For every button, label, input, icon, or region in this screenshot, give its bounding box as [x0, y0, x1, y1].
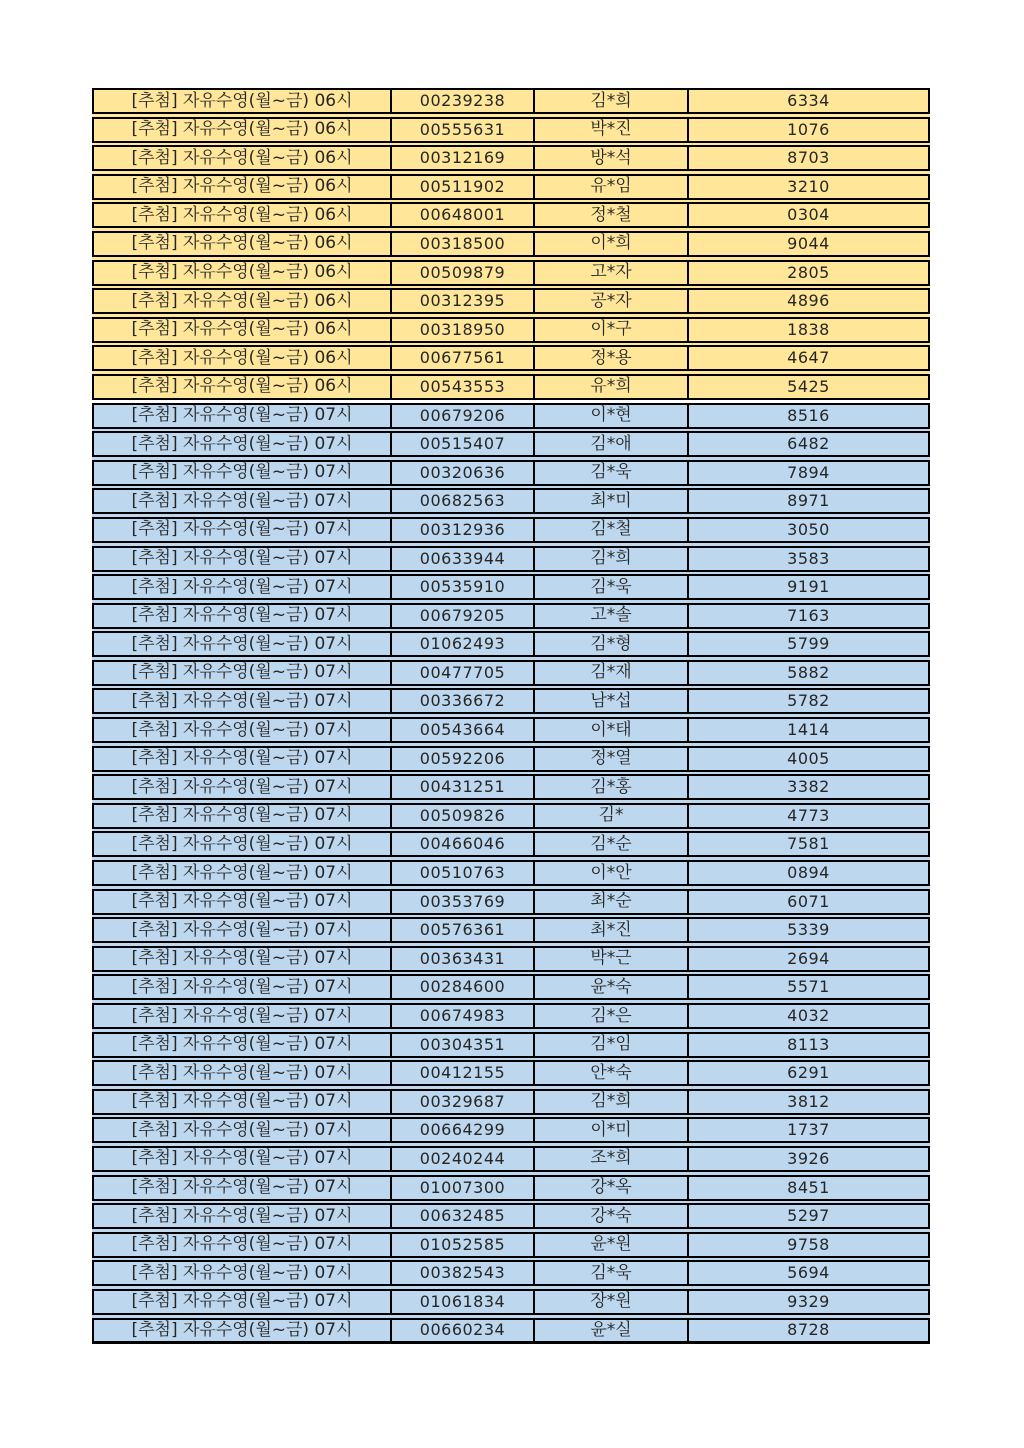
table-row	[92, 202, 930, 228]
number-cell: 4032	[787, 1006, 830, 1025]
member-id-cell: 00240244	[392, 1148, 535, 1170]
number-cell: 5297	[787, 1206, 830, 1226]
name-cell: 이*미	[535, 1119, 689, 1141]
program-cell: [추첨] 자유수영(월~금) 07시	[94, 433, 392, 455]
program-cell: [추첨] 자유수영(월~금) 06시	[94, 376, 392, 398]
number-cell: 4896	[787, 291, 830, 311]
number-cell: 3382	[787, 777, 830, 797]
member-id-cell: 00412155	[392, 1062, 535, 1084]
table-row	[92, 488, 930, 514]
name-cell: 이*희	[535, 233, 689, 255]
program-cell: [추첨] 자유수영(월~금) 07시	[94, 490, 392, 512]
member-id-cell: 00363431	[392, 948, 535, 970]
program-cell: [추첨] 자유수영(월~금) 07시	[94, 1320, 392, 1341]
name-cell: 강*숙	[535, 1205, 689, 1227]
number-cell: 5782	[787, 691, 830, 711]
table-row	[92, 374, 930, 400]
table-row	[92, 517, 930, 543]
member-id-cell: 00576361	[392, 919, 535, 941]
member-id-cell: 00353769	[392, 891, 535, 913]
member-id-cell: 00679205	[392, 605, 535, 627]
table-row	[92, 403, 930, 429]
program-cell: [추첨] 자유수영(월~금) 06시	[94, 290, 392, 312]
member-id-cell: 00509826	[392, 805, 535, 827]
program-cell: [추첨] 자유수영(월~금) 07시	[94, 1262, 392, 1284]
member-id-cell: 00382543	[392, 1262, 535, 1284]
name-cell: 최*미	[535, 490, 689, 512]
name-cell: 김*욱	[535, 462, 689, 484]
program-cell: [추첨] 자유수영(월~금) 07시	[94, 719, 392, 741]
table-row	[92, 117, 930, 143]
table-row	[92, 231, 930, 257]
number-cell: 8451	[787, 1177, 830, 1197]
table-row	[92, 1232, 930, 1258]
table-row	[92, 774, 930, 800]
program-cell: [추첨] 자유수영(월~금) 07시	[94, 519, 392, 541]
program-cell: [추첨] 자유수영(월~금) 07시	[94, 1291, 392, 1313]
program-cell: [추첨] 자유수영(월~금) 07시	[94, 662, 392, 684]
table-row	[92, 317, 930, 343]
program-cell: [추첨] 자유수영(월~금) 07시	[94, 633, 392, 655]
name-cell: 김*희	[535, 548, 689, 570]
name-cell: 김*욱	[535, 576, 689, 598]
member-id-cell: 00632485	[392, 1205, 535, 1227]
program-cell: [추첨] 자유수영(월~금) 07시	[94, 462, 392, 484]
number-cell: 9329	[787, 1291, 830, 1311]
program-cell: [추첨] 자유수영(월~금) 06시	[94, 119, 392, 141]
table-row	[92, 1089, 930, 1115]
program-cell: [추첨] 자유수영(월~금) 07시	[94, 405, 392, 427]
name-cell: 안*숙	[535, 1062, 689, 1084]
program-cell: [추첨] 자유수영(월~금) 07시	[94, 776, 392, 798]
table-row	[92, 345, 930, 371]
lottery-results-table	[92, 88, 930, 1344]
member-id-cell: 00648001	[392, 204, 535, 226]
name-cell: 공*자	[535, 290, 689, 312]
table-row	[92, 546, 930, 572]
number-cell: 3050	[787, 519, 830, 539]
table-row	[92, 660, 930, 686]
program-cell: [추첨] 자유수영(월~금) 07시	[94, 1177, 392, 1199]
number-cell: 4005	[787, 748, 830, 768]
number-cell: 3812	[787, 1091, 830, 1111]
number-cell: 2694	[787, 948, 830, 968]
program-cell: [추첨] 자유수영(월~금) 07시	[94, 919, 392, 941]
name-cell: 이*안	[535, 862, 689, 884]
number-cell: 9191	[787, 577, 830, 597]
table-row	[92, 860, 930, 886]
table-row	[92, 145, 930, 171]
member-id-cell: 00336672	[392, 690, 535, 712]
member-id-cell: 00304351	[392, 1034, 535, 1056]
member-id-cell: 00511902	[392, 176, 535, 198]
number-cell: 3210	[787, 176, 830, 196]
member-id-cell: 00555631	[392, 119, 535, 141]
member-id-cell: 00284600	[392, 976, 535, 998]
program-cell: [추첨] 자유수영(월~금) 06시	[94, 262, 392, 284]
number-cell: 9044	[787, 233, 830, 253]
table-row	[92, 574, 930, 600]
program-cell: [추첨] 자유수영(월~금) 07시	[94, 1005, 392, 1027]
number-cell: 0304	[787, 205, 830, 225]
number-cell: 6291	[787, 1063, 830, 1083]
program-cell: [추첨] 자유수영(월~금) 07시	[94, 1062, 392, 1084]
number-cell: 0894	[787, 863, 830, 883]
member-id-cell: 00592206	[392, 748, 535, 770]
program-cell: [추첨] 자유수영(월~금) 07시	[94, 976, 392, 998]
table-row	[92, 88, 930, 114]
program-cell: [추첨] 자유수영(월~금) 06시	[94, 233, 392, 255]
table-row	[92, 1117, 930, 1143]
name-cell: 유*임	[535, 176, 689, 198]
program-cell: [추첨] 자유수영(월~금) 07시	[94, 862, 392, 884]
name-cell: 김*홍	[535, 776, 689, 798]
member-id-cell: 00239238	[392, 90, 535, 112]
number-cell: 8703	[787, 148, 830, 168]
number-cell: 1076	[787, 119, 830, 139]
program-cell: [추첨] 자유수영(월~금) 07시	[94, 690, 392, 712]
name-cell: 강*옥	[535, 1177, 689, 1199]
name-cell: 김*희	[535, 1091, 689, 1113]
name-cell: 윤*숙	[535, 976, 689, 998]
name-cell: 최*순	[535, 891, 689, 913]
table-section-06si	[92, 88, 930, 400]
program-cell: [추첨] 자유수영(월~금) 07시	[94, 1148, 392, 1170]
name-cell: 조*희	[535, 1148, 689, 1170]
table-row	[92, 631, 930, 657]
program-cell: [추첨] 자유수영(월~금) 06시	[94, 147, 392, 169]
member-id-cell: 01062493	[392, 633, 535, 655]
program-cell: [추첨] 자유수영(월~금) 06시	[94, 90, 392, 112]
program-cell: [추첨] 자유수영(월~금) 07시	[94, 576, 392, 598]
member-id-cell: 00431251	[392, 776, 535, 798]
member-id-cell: 00677561	[392, 347, 535, 369]
member-id-cell: 01061834	[392, 1291, 535, 1313]
member-id-cell: 00543553	[392, 376, 535, 398]
table-row	[92, 974, 930, 1000]
name-cell: 김*순	[535, 833, 689, 855]
table-row	[92, 746, 930, 772]
table-row	[92, 1032, 930, 1058]
number-cell: 3926	[787, 1148, 830, 1168]
table-row	[92, 431, 930, 457]
number-cell: 3583	[787, 548, 830, 568]
member-id-cell: 00664299	[392, 1119, 535, 1141]
table-section-07si	[92, 403, 930, 1344]
program-cell: [추첨] 자유수영(월~금) 07시	[94, 1234, 392, 1256]
table-row	[92, 1289, 930, 1315]
member-id-cell: 00509879	[392, 262, 535, 284]
table-row	[92, 1003, 930, 1029]
member-id-cell: 00312395	[392, 290, 535, 312]
number-cell: 5694	[787, 1263, 830, 1283]
number-cell: 6482	[787, 434, 830, 454]
number-cell: 5339	[787, 920, 830, 940]
name-cell: 김*애	[535, 433, 689, 455]
table-row	[92, 603, 930, 629]
name-cell: 남*섭	[535, 690, 689, 712]
member-id-cell: 00312169	[392, 147, 535, 169]
number-cell: 7163	[787, 605, 830, 625]
number-cell: 1737	[787, 1120, 830, 1140]
number-cell: 2805	[787, 262, 830, 282]
number-cell: 5799	[787, 634, 830, 654]
name-cell: 정*열	[535, 748, 689, 770]
table-row	[92, 260, 930, 286]
member-id-cell: 00477705	[392, 662, 535, 684]
name-cell: 김*은	[535, 1005, 689, 1027]
name-cell: 최*진	[535, 919, 689, 941]
member-id-cell: 00510763	[392, 862, 535, 884]
name-cell: 유*희	[535, 376, 689, 398]
name-cell: 김*	[535, 805, 689, 827]
name-cell: 김*욱	[535, 1262, 689, 1284]
program-cell: [추첨] 자유수영(월~금) 07시	[94, 805, 392, 827]
program-cell: [추첨] 자유수영(월~금) 06시	[94, 204, 392, 226]
number-cell: 4773	[787, 805, 830, 825]
name-cell: 박*진	[535, 119, 689, 141]
table-row	[92, 688, 930, 714]
name-cell: 윤*실	[535, 1320, 689, 1341]
number-cell: 8516	[787, 405, 830, 425]
program-cell: [추첨] 자유수영(월~금) 07시	[94, 1205, 392, 1227]
table-row	[92, 174, 930, 200]
name-cell: 고*솔	[535, 605, 689, 627]
table-row	[92, 1175, 930, 1201]
member-id-cell: 00318500	[392, 233, 535, 255]
name-cell: 정*용	[535, 347, 689, 369]
member-id-cell: 00318950	[392, 319, 535, 341]
program-cell: [추첨] 자유수영(월~금) 07시	[94, 948, 392, 970]
table-row	[92, 803, 930, 829]
program-cell: [추첨] 자유수영(월~금) 07시	[94, 1119, 392, 1141]
member-id-cell: 00466046	[392, 833, 535, 855]
member-id-cell: 00320636	[392, 462, 535, 484]
table-row	[92, 1203, 930, 1229]
table-row	[92, 1060, 930, 1086]
number-cell: 1414	[787, 720, 830, 740]
number-cell: 8728	[787, 1320, 830, 1340]
name-cell: 윤*원	[535, 1234, 689, 1256]
program-cell: [추첨] 자유수영(월~금) 07시	[94, 1034, 392, 1056]
name-cell: 방*석	[535, 147, 689, 169]
table-row	[92, 1318, 930, 1344]
program-cell: [추첨] 자유수영(월~금) 06시	[94, 176, 392, 198]
table-row	[92, 1260, 930, 1286]
number-cell: 5425	[787, 376, 830, 396]
name-cell: 박*근	[535, 948, 689, 970]
table-row	[92, 460, 930, 486]
number-cell: 8971	[787, 491, 830, 511]
member-id-cell: 01052585	[392, 1234, 535, 1256]
name-cell: 장*원	[535, 1291, 689, 1313]
member-id-cell: 00329687	[392, 1091, 535, 1113]
name-cell: 김*희	[535, 90, 689, 112]
program-cell: [추첨] 자유수영(월~금) 07시	[94, 891, 392, 913]
member-id-cell: 00660234	[392, 1320, 535, 1341]
member-id-cell: 00312936	[392, 519, 535, 541]
number-cell: 7894	[787, 462, 830, 482]
program-cell: [추첨] 자유수영(월~금) 07시	[94, 833, 392, 855]
program-cell: [추첨] 자유수영(월~금) 07시	[94, 748, 392, 770]
table-row	[92, 1146, 930, 1172]
member-id-cell: 00633944	[392, 548, 535, 570]
program-cell: [추첨] 자유수영(월~금) 07시	[94, 548, 392, 570]
number-cell: 1838	[787, 319, 830, 339]
name-cell: 이*현	[535, 405, 689, 427]
program-cell: [추첨] 자유수영(월~금) 07시	[94, 1091, 392, 1113]
table-row	[92, 831, 930, 857]
table-row	[92, 946, 930, 972]
program-cell: [추첨] 자유수영(월~금) 07시	[94, 605, 392, 627]
program-cell: [추첨] 자유수영(월~금) 06시	[94, 347, 392, 369]
number-cell: 6334	[787, 91, 830, 110]
number-cell: 9758	[787, 1234, 830, 1254]
name-cell: 김*형	[535, 633, 689, 655]
member-id-cell: 00682563	[392, 490, 535, 512]
name-cell: 김*임	[535, 1034, 689, 1056]
name-cell: 김*재	[535, 662, 689, 684]
number-cell: 8113	[787, 1034, 830, 1054]
member-id-cell: 00515407	[392, 433, 535, 455]
number-cell: 6071	[787, 891, 830, 911]
name-cell: 이*태	[535, 719, 689, 741]
table-row	[92, 288, 930, 314]
name-cell: 이*구	[535, 319, 689, 341]
name-cell: 고*자	[535, 262, 689, 284]
name-cell: 정*철	[535, 204, 689, 226]
table-row	[92, 917, 930, 943]
table-row	[92, 889, 930, 915]
program-cell: [추첨] 자유수영(월~금) 06시	[94, 319, 392, 341]
member-id-cell: 00543664	[392, 719, 535, 741]
name-cell: 김*철	[535, 519, 689, 541]
number-cell: 7581	[787, 834, 830, 854]
number-cell: 5882	[787, 662, 830, 682]
number-cell: 5571	[787, 977, 830, 997]
member-id-cell: 01007300	[392, 1177, 535, 1199]
number-cell: 4647	[787, 348, 830, 368]
table-row	[92, 717, 930, 743]
member-id-cell: 00679206	[392, 405, 535, 427]
member-id-cell: 00674983	[392, 1005, 535, 1027]
member-id-cell: 00535910	[392, 576, 535, 598]
